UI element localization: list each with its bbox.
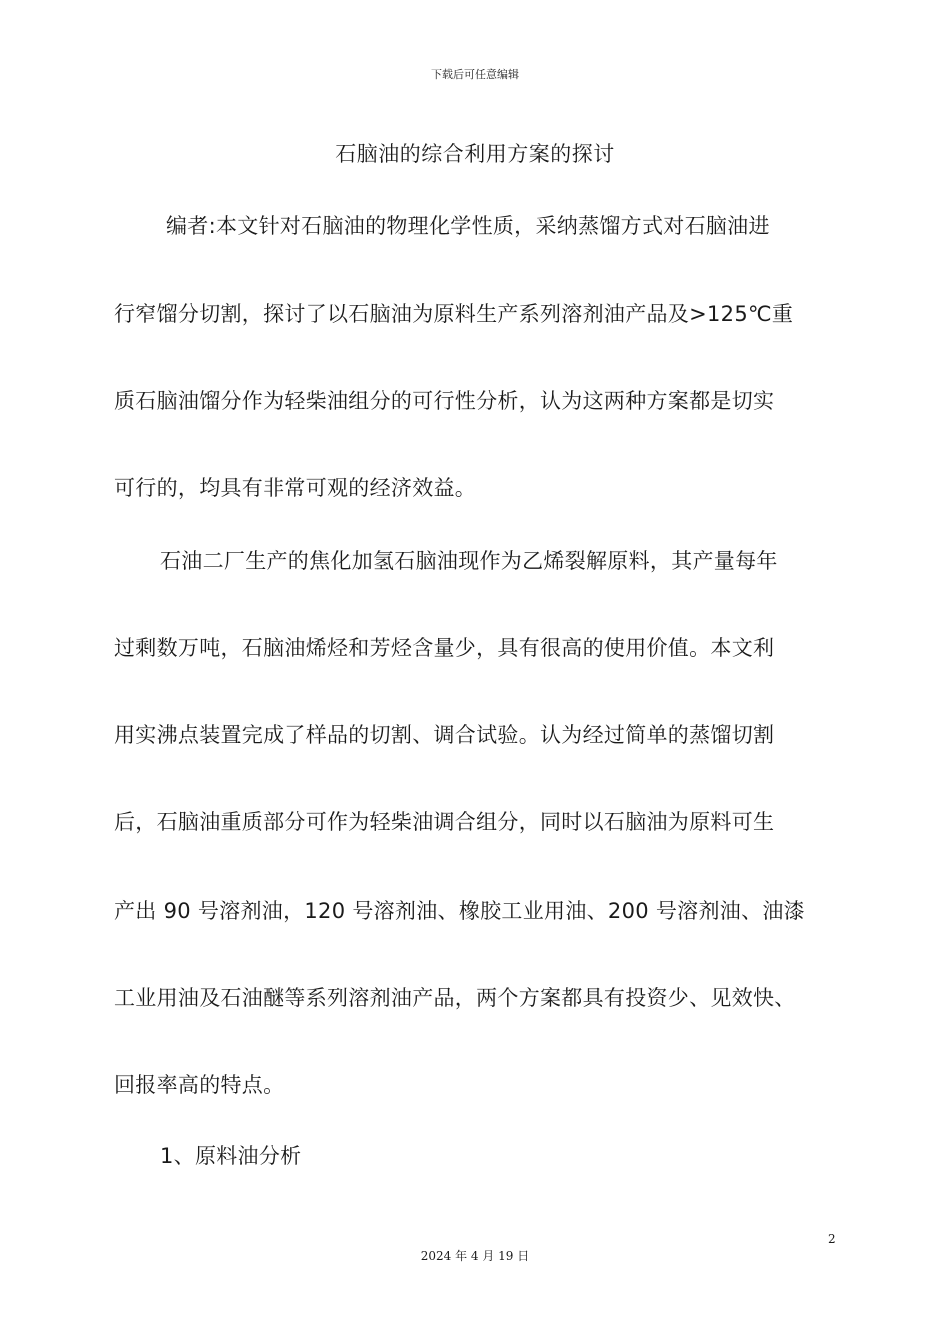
abstract-line-2: 行窄馏分切割，探讨了以石脑油为原料生产系列溶剂油产品及>125℃重	[114, 302, 794, 326]
header-note: 下载后可任意编辑	[431, 68, 519, 81]
body-line-6: 工业用油及石油醚等系列溶剂油产品，两个方案都具有投资少、见效快、	[114, 986, 796, 1010]
page-number: 2	[828, 1232, 836, 1246]
abstract-line-3: 质石脑油馏分作为轻柴油组分的可行性分析，认为这两种方案都是切实	[114, 389, 775, 413]
section-heading: 1、原料油分析	[160, 1144, 302, 1168]
body-line-5: 产出 90 号溶剂油，120 号溶剂油、橡胶工业用油、200 号溶剂油、油漆	[114, 899, 805, 923]
abstract-line-1: 编者:本文针对石脑油的物理化学性质，采纳蒸馏方式对石脑油进	[166, 214, 770, 238]
body-line-1: 石油二厂生产的焦化加氢石脑油现作为乙烯裂解原料，其产量每年	[160, 549, 778, 573]
body-line-4: 后，石脑油重质部分可作为轻柴油调合组分，同时以石脑油为原料可生	[114, 810, 775, 834]
abstract-line-4: 可行的，均具有非常可观的经济效益。	[114, 476, 477, 500]
body-line-3: 用实沸点装置完成了样品的切割、调合试验。认为经过简单的蒸馏切割	[114, 723, 775, 747]
body-line-2: 过剩数万吨，石脑油烯烃和芳烃含量少，具有很高的使用价值。本文利	[114, 636, 775, 660]
document-title: 石脑油的综合利用方案的探讨	[335, 142, 615, 166]
footer-date: 2024 年 4 月 19 日	[420, 1249, 530, 1263]
body-line-7: 回报率高的特点。	[114, 1073, 285, 1097]
